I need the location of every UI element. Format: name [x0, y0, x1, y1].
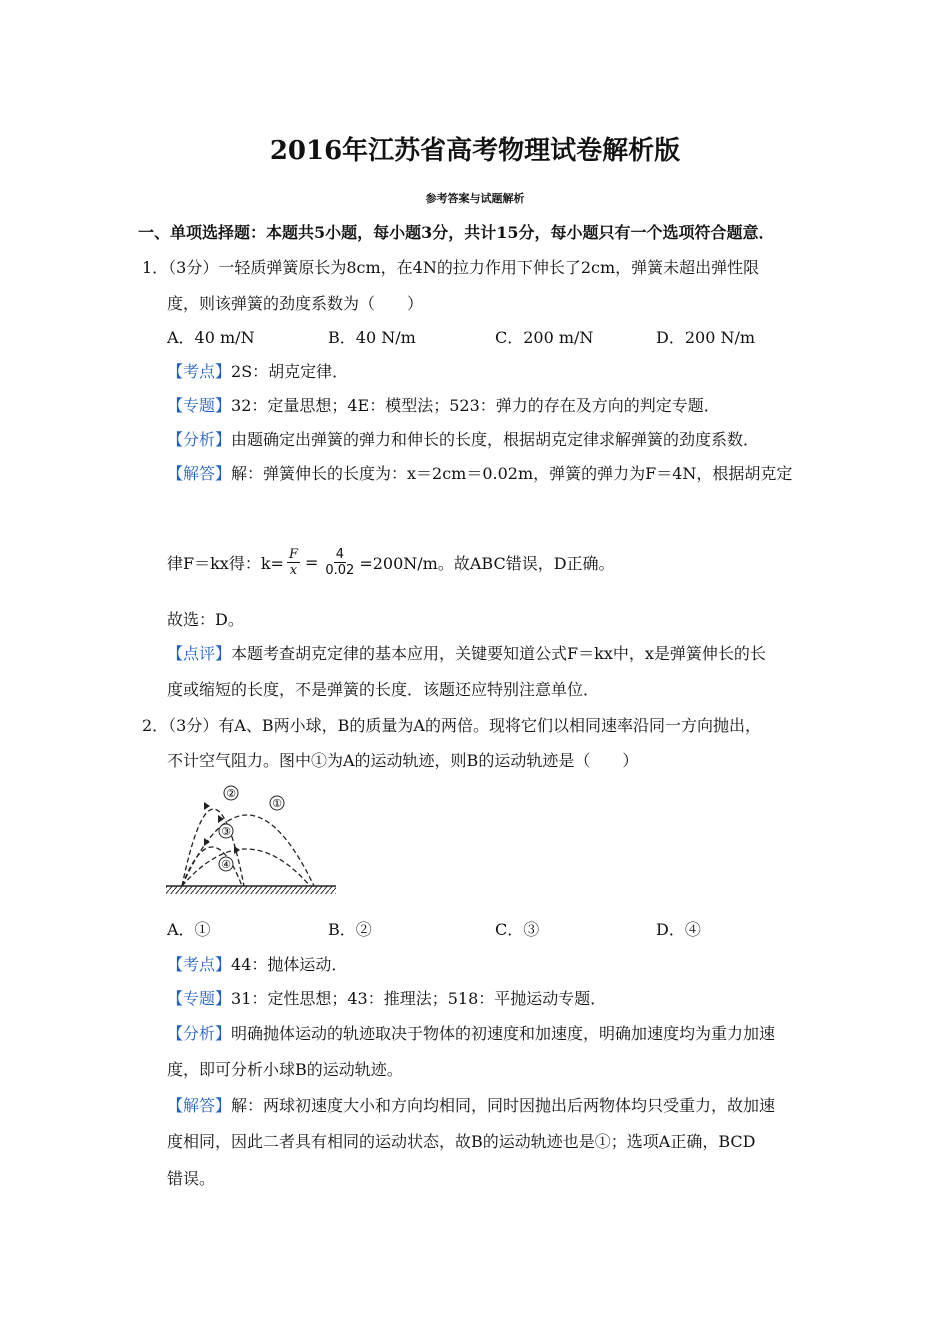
- q2-stem-line2: 不计空气阻力。图中①为A的运动轨迹，则B的运动轨迹是（ ）: [167, 751, 639, 770]
- q1-formula-line: [167, 542, 615, 582]
- fraction-4-over-002: [323, 547, 356, 578]
- formula-suffix: =200N/m。故ABC错误，D正确。: [359, 553, 615, 573]
- q1-fenxi: [167, 430, 759, 450]
- q2-zhuanti-text: 31：定性思想；43：推理法；518：平抛运动专题．: [231, 989, 607, 1008]
- q1-dianping-line2: 度或缩短的长度，不是弹簧的长度．该题还应特别注意单位．: [167, 680, 600, 699]
- trajectory-1: [182, 815, 314, 886]
- q1-jieda-text: 解：弹簧伸长的长度为：x＝2cm＝0.02m，弹簧的弹力为F＝4N，根据胡克定: [231, 464, 793, 483]
- q1-zhuanti-text: 32：定量思想；4E：模型法；523：弹力的存在及方向的判定专题．: [231, 396, 720, 415]
- fraction-f-over-x: [287, 547, 300, 578]
- q1-answer: 故选：D。: [167, 610, 244, 629]
- q2-jieda: [167, 1096, 775, 1116]
- trajectory-figure: [164, 782, 339, 900]
- q2-fenxi-text: 明确抛体运动的轨迹取决于物体的初速度和加速度，明确加速度均为重力加速: [231, 1024, 776, 1043]
- q1-fenxi-label: 【分析】: [167, 430, 232, 449]
- q2-jieda-line3: 错误。: [167, 1169, 216, 1188]
- q2-zhuanti: [167, 989, 606, 1009]
- section-heading: 一、单项选择题：本题共5小题，每小题3分，共计15分，每小题只有一个选项符合题意．: [138, 223, 775, 242]
- q2-kaodian-label: 【考点】: [167, 955, 232, 974]
- q2-option-d: D．④: [656, 920, 701, 939]
- q1-jieda: [167, 464, 792, 484]
- q1-dianping-label: 【点评】: [167, 644, 232, 663]
- q1-dianping: [167, 644, 766, 664]
- q2-kaodian-text: 44：抛体运动．: [231, 955, 348, 974]
- q1-stem-line1: 1．（3分）一轻质弹簧原长为8cm，在4N的拉力作用下伸长了2cm，弹簧未超出弹性限: [142, 258, 760, 277]
- q1-option-c: C．200 m/N: [495, 328, 594, 347]
- q1-option-a: A．40 m/N: [167, 328, 255, 347]
- q1-zhuanti: [167, 396, 720, 416]
- q1-zhuanti-label: 【专题】: [167, 396, 232, 415]
- arrow-icon: [204, 802, 210, 810]
- q1-kaodian: [167, 362, 348, 382]
- fraction-numerator: F: [288, 546, 298, 562]
- arrow-icon: [204, 838, 210, 846]
- q1-dianping-text: 本题考查胡克定律的基本应用，关键要知道公式F＝kx中，x是弹簧伸长的长: [231, 644, 766, 663]
- q1-kaodian-text: 2S：胡克定律．: [231, 362, 349, 381]
- label-2: ②: [226, 787, 236, 800]
- q2-kaodian: [167, 955, 347, 975]
- label-3: ③: [221, 825, 231, 838]
- q2-fenxi-line2: 度，即可分析小球B的运动轨迹。: [167, 1060, 403, 1079]
- q2-fenxi-label: 【分析】: [167, 1024, 232, 1043]
- q2-option-c: C．③: [495, 920, 540, 939]
- q2-zhuanti-label: 【专题】: [167, 989, 232, 1008]
- page-subtitle: 参考答案与试题解析: [425, 192, 525, 205]
- ground-hatch: [166, 886, 336, 894]
- formula-prefix: 律F＝kx得：k=: [167, 553, 284, 573]
- fraction-denominator: 0.02: [325, 562, 355, 578]
- q2-jieda-label: 【解答】: [167, 1096, 232, 1115]
- q1-fenxi-text: 由题确定出弹簧的弹力和伸长的长度，根据胡克定律求解弹簧的劲度系数．: [231, 430, 760, 449]
- q1-jieda-label: 【解答】: [167, 464, 232, 483]
- fraction-denominator: x: [289, 562, 298, 578]
- q1-option-b: B．40 N/m: [328, 328, 416, 347]
- q1-kaodian-label: 【考点】: [167, 362, 232, 381]
- fraction-numerator: 4: [335, 546, 344, 562]
- q2-option-b: B．②: [328, 920, 372, 939]
- label-4: ④: [221, 858, 231, 871]
- q2-option-a: A．①: [167, 920, 211, 939]
- q2-fenxi: [167, 1024, 775, 1044]
- q2-jieda-text: 解：两球初速度大小和方向均相同，同时因抛出后两物体均只受重力，故加速: [231, 1096, 776, 1115]
- page-title: 2016年江苏省高考物理试卷解析版: [269, 136, 681, 166]
- trajectory-4: [182, 849, 310, 886]
- label-1: ①: [272, 797, 282, 810]
- q1-option-d: D．200 N/m: [656, 328, 756, 347]
- q2-jieda-line2: 度相同，因此二者具有相同的运动状态，故B的运动轨迹也是①；选项A正确，BCD: [167, 1132, 756, 1151]
- q2-stem-line1: 2．（3分）有A、B两小球，B的质量为A的两倍。现将它们以相同速率沿同一方向抛出，: [142, 716, 761, 735]
- equals-sign: =: [304, 552, 319, 572]
- q1-stem-line2: 度，则该弹簧的劲度系数为（ ）: [167, 294, 424, 313]
